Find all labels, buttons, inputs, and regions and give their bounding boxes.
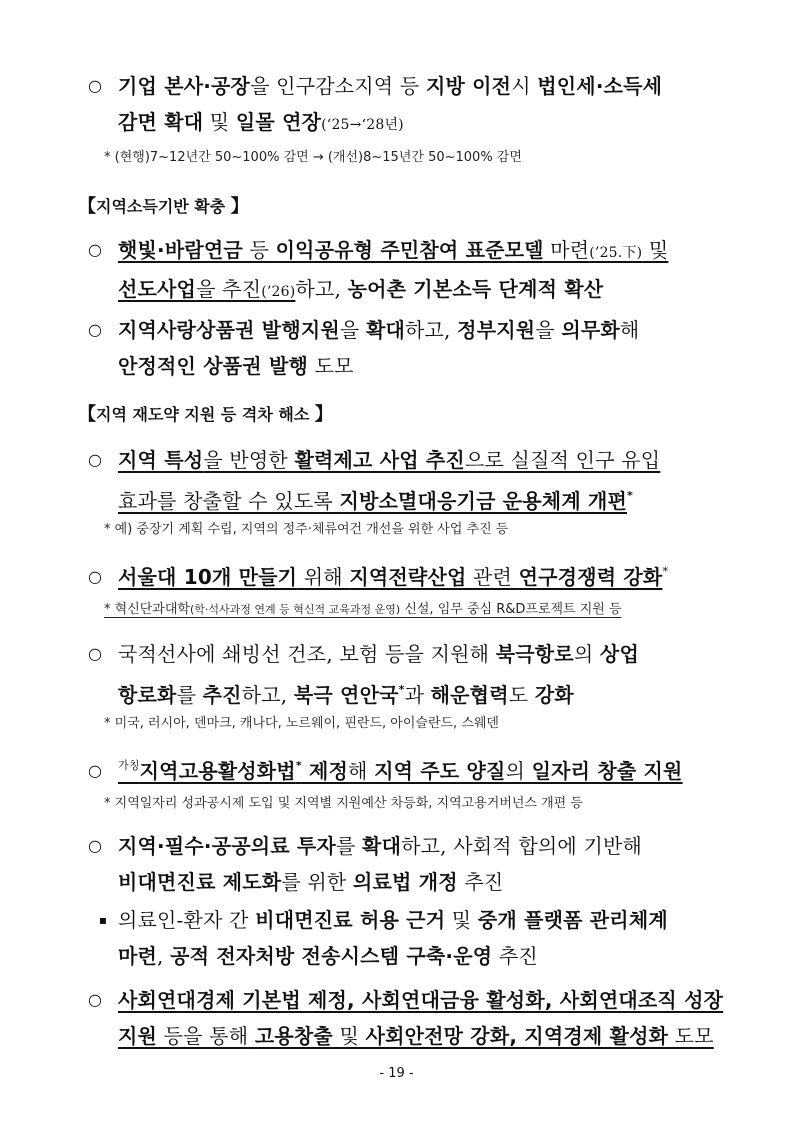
circle-bullet: ○	[88, 644, 103, 663]
section-heading-regional-income: 【지역소득기반 확충 】	[78, 196, 249, 217]
circle-bullet: ○	[88, 567, 103, 586]
circle-bullet: ○	[88, 990, 103, 1009]
circle-bullet: ○	[88, 836, 103, 855]
footnote-example-plan: * 예) 중장기 계획 수립, 지역의 정주·체류여건 개선을 위한 사업 추진 등	[104, 522, 509, 537]
footnote-arctic-countries: * 미국, 러시아, 덴마크, 캐나다, 노르웨이, 핀란드, 아이슬란드, 스웨덴	[104, 716, 499, 731]
item-social-solidarity-economy: ○ 사회연대경제 기본법 제정, 사회연대금융 활성화, 사회연대조직 성장 지원 등을 통해 고용창출 및 사회안전망 강화, 지역경제 활성화 도모	[88, 982, 728, 1054]
circle-bullet: ○	[88, 76, 103, 95]
item-sunlight-wind-pension: ○ 햇빛·바람연금 등 이익공유형 주민참여 표준모델 마련(’25.下) 및 선도사업을 추진(’26)하고, 농어촌 기본소득 단계적 확산	[88, 232, 728, 310]
circle-bullet: ○	[88, 240, 103, 259]
circle-bullet: ○	[88, 761, 103, 780]
square-bullet: ▪	[98, 913, 108, 927]
footnote-tax-reduction: * (현행)7~12년간 50~100% 감면 → (개선)8~15년간 50~100% 감면	[104, 150, 522, 165]
page-number: - 19 -	[379, 1066, 414, 1081]
item-public-medical-investment: ○ 지역·필수·공공의료 투자를 확대하고, 사회적 합의에 기반해 비대면진료 제도화를 위한 의료법 개정 추진	[88, 828, 728, 900]
item-corporate-relocation: ○ 기업 본사·공장을 인구감소지역 등 지방 이전시 법인세·소득세 감면 확대 및 일몰 연장(‘25→‘28년)	[88, 68, 728, 143]
item-regional-employment-act: ○ $^{가칭}$지역고용활성화법* 제정해 지역 주도 양질의 일자리 창출 지원	[88, 748, 728, 789]
item-seoul-national-university: ○ 서울대 10개 만들기 위해 지역전략산업 관련 연구경쟁력 강화*	[88, 554, 728, 595]
item-telemedicine-platform: ▪ 의료인-환자 간 비대면진료 허용 근거 및 중개 플랫폼 관리체계 마련, 공적 전자처방 전송시스템 구축·운영 추진	[88, 902, 728, 974]
circle-bullet: ○	[88, 320, 103, 339]
footnote-job-disclosure: * 지역일자리 성과공시제 도입 및 지역별 지원예산 차등화, 지역고용거버넌스 개편 등	[104, 796, 583, 811]
item-arctic-route: ○ 국적선사에 쇄빙선 건조, 보험 등을 지원해 북극항로의 상업 항로화를 추진하고, 북극 연안국*과 해운협력도 강화	[88, 636, 728, 713]
item-local-gift-certificate: ○ 지역사랑상품권 발행지원을 확대하고, 정부지원을 의무화해 안정적인 상품권 발행 도모	[88, 312, 728, 384]
item-regional-fund-reform: ○ 지역 특성을 반영한 활력제고 사업 추진으로 실질적 인구 유입 효과를 창출할 수 있도록 지방소멸대응기금 운용체계 개편*	[88, 442, 728, 519]
circle-bullet: ○	[88, 450, 103, 469]
section-heading-regional-revival: 【지역 재도약 지원 등 격차 해소 】	[78, 404, 333, 425]
footnote-innovation-college: * 혁신단과대학(학·석사과정 연계 등 혁신적 교육과정 운영) 신설, 임무 중심 R&D프로젝트 지원 등	[104, 602, 622, 617]
